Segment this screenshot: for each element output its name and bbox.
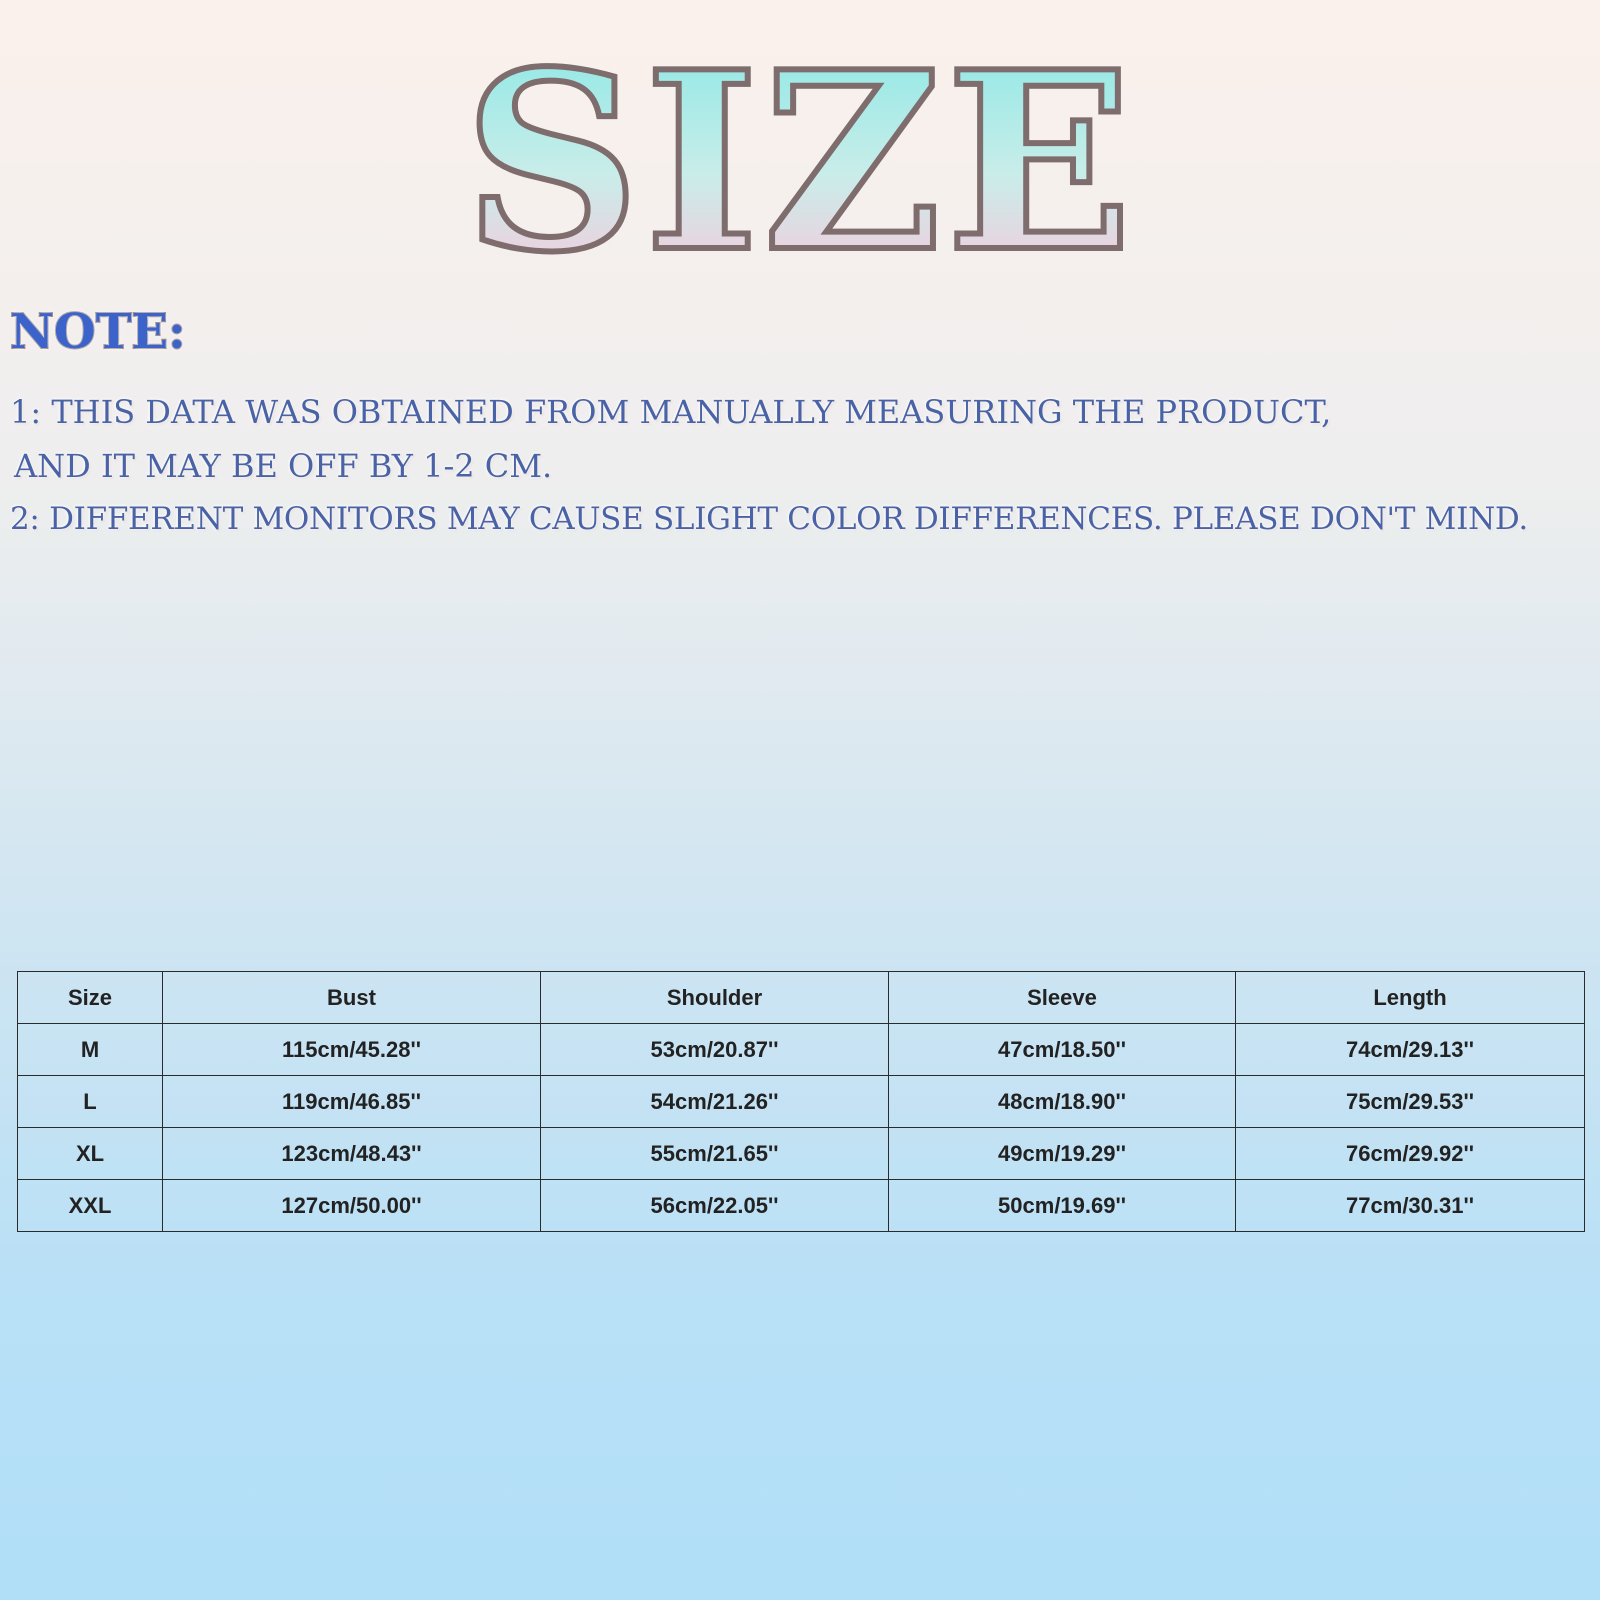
note-label: NOTE: xyxy=(10,304,186,360)
header-shoulder: Shoulder xyxy=(541,972,889,1024)
note-line-3: 2: DIFFERENT MONITORS MAY CAUSE SLIGHT COLOR DIFFERENCES. PLEASE DON'T MIND. xyxy=(10,501,1528,537)
cell-size: XL xyxy=(18,1128,163,1180)
cell-bust: 115cm/45.28'' xyxy=(163,1024,541,1076)
table-row xyxy=(18,1128,1585,1180)
note-line-2: AND IT MAY BE OFF BY 1-2 CM. xyxy=(14,447,553,485)
cell-size: L xyxy=(18,1076,163,1128)
cell-sleeve: 50cm/19.69'' xyxy=(889,1180,1236,1232)
header-size: Size xyxy=(18,972,163,1024)
header-length: Length xyxy=(1236,972,1585,1024)
cell-length: 75cm/29.53'' xyxy=(1236,1076,1585,1128)
table-row xyxy=(18,1024,1585,1076)
header-bust: Bust xyxy=(163,972,541,1024)
cell-size: M xyxy=(18,1024,163,1076)
table-header-row xyxy=(18,972,1585,1024)
cell-sleeve: 48cm/18.90'' xyxy=(889,1076,1236,1128)
cell-shoulder: 55cm/21.65'' xyxy=(541,1128,889,1180)
cell-bust: 127cm/50.00'' xyxy=(163,1180,541,1232)
cell-shoulder: 56cm/22.05'' xyxy=(541,1180,889,1232)
cell-length: 77cm/30.31'' xyxy=(1236,1180,1585,1232)
table-row xyxy=(18,1180,1585,1232)
cell-length: 76cm/29.92'' xyxy=(1236,1128,1585,1180)
cell-bust: 123cm/48.43'' xyxy=(163,1128,541,1180)
cell-bust: 119cm/46.85'' xyxy=(163,1076,541,1128)
cell-sleeve: 49cm/19.29'' xyxy=(889,1128,1236,1180)
cell-size: XXL xyxy=(18,1180,163,1232)
cell-shoulder: 54cm/21.26'' xyxy=(541,1076,889,1128)
cell-sleeve: 47cm/18.50'' xyxy=(889,1024,1236,1076)
cell-length: 74cm/29.13'' xyxy=(1236,1024,1585,1076)
size-chart-table xyxy=(17,971,1585,1232)
cell-shoulder: 53cm/20.87'' xyxy=(541,1024,889,1076)
note-line-1: 1: THIS DATA WAS OBTAINED FROM MANUALLY MEASURING THE PRODUCT, xyxy=(10,393,1332,431)
table-row xyxy=(18,1076,1585,1128)
header-sleeve: Sleeve xyxy=(889,972,1236,1024)
size-title: SIZE xyxy=(0,40,1600,285)
